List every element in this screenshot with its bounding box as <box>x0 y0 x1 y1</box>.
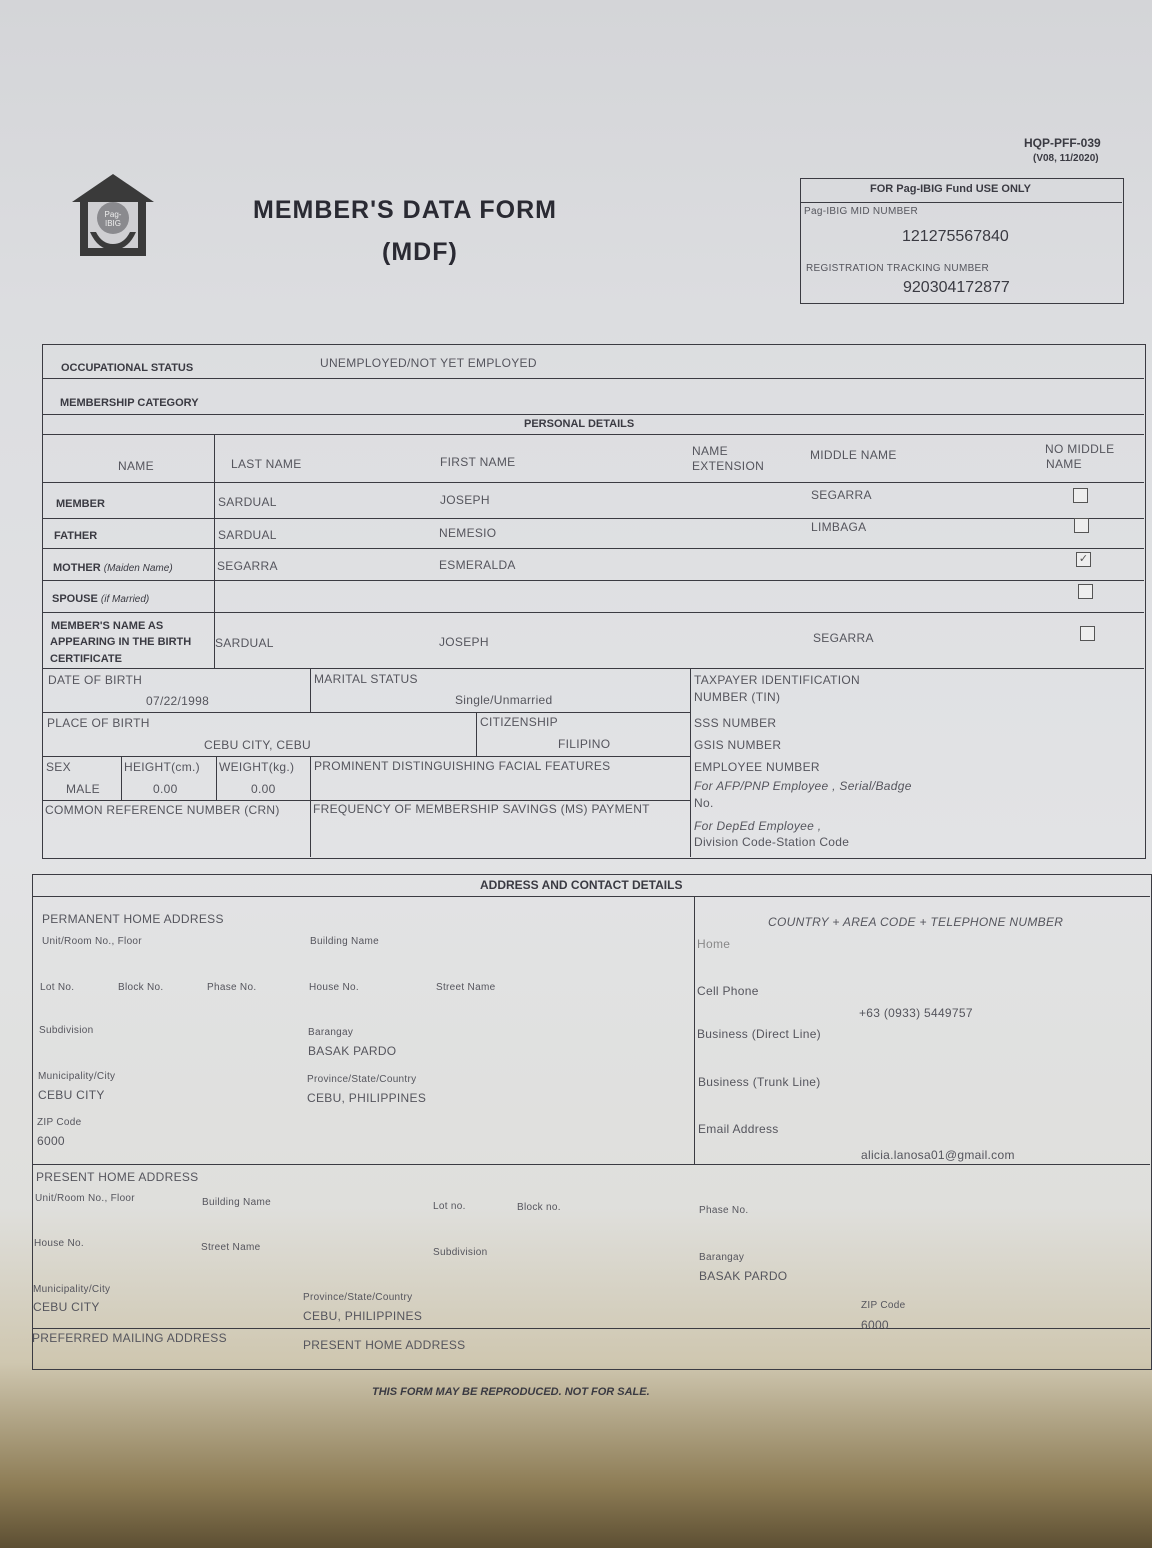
svg-text:IBIG: IBIG <box>104 219 122 228</box>
pres-street-label: Street Name <box>201 1242 261 1253</box>
mid-label: Pag-IBIG MID NUMBER <box>804 206 919 217</box>
pres-block-label: Block no. <box>517 1202 561 1213</box>
citizenship-value: FILIPINO <box>558 737 611 751</box>
perm-phase-label: Phase No. <box>207 982 257 993</box>
pres-building-label: Building Name <box>202 1197 271 1208</box>
employee-number-label: EMPLOYEE NUMBER <box>694 760 820 774</box>
row-member-label: MEMBER <box>56 498 105 510</box>
form-code: HQP-PFF-039 <box>1024 136 1101 150</box>
address-heading: ADDRESS AND CONTACT DETAILS <box>480 878 683 892</box>
afp-label-2: No. <box>694 796 714 810</box>
birth-cert-last-name: SARDUAL <box>215 636 274 650</box>
crn-label: COMMON REFERENCE NUMBER (CRN) <box>45 803 280 817</box>
footer-note: THIS FORM MAY BE REPRODUCED. NOT FOR SALE. <box>372 1386 650 1398</box>
perm-building-label: Building Name <box>310 936 379 947</box>
marital-label: MARITAL STATUS <box>314 672 418 686</box>
mid-value: 121275567840 <box>902 228 1009 245</box>
divider <box>32 896 1150 897</box>
divider <box>694 896 695 1164</box>
perm-lot-label: Lot No. <box>40 982 75 993</box>
spouse-no-middle-checkbox[interactable] <box>1078 584 1093 599</box>
form-title-abbr: (MDF) <box>382 238 458 266</box>
col-last-name: LAST NAME <box>231 457 302 471</box>
mother-no-middle-checkbox[interactable]: ✓ <box>1076 552 1091 567</box>
pres-subdivision-label: Subdivision <box>433 1247 488 1258</box>
perm-city-value: CEBU CITY <box>38 1088 105 1102</box>
divider <box>42 518 1144 519</box>
personal-details-heading: PERSONAL DETAILS <box>524 418 635 430</box>
member-first-name: JOSEPH <box>440 493 490 507</box>
sss-label: SSS NUMBER <box>694 716 777 730</box>
divider <box>216 756 217 800</box>
divider <box>42 482 1144 483</box>
pres-province-value: CEBU, PHILIPPINES <box>303 1309 423 1323</box>
col-first-name: FIRST NAME <box>440 455 516 469</box>
divider <box>310 756 311 857</box>
divider <box>42 756 690 757</box>
father-first-name: NEMESIO <box>439 526 497 540</box>
pres-city-label: Municipality/City <box>33 1284 111 1295</box>
col-name-ext: NAME <box>692 444 728 458</box>
divider <box>32 1328 1150 1329</box>
mailing-address-value: PRESENT HOME ADDRESS <box>303 1338 466 1352</box>
pres-lot-label: Lot no. <box>433 1201 466 1212</box>
pob-label: PLACE OF BIRTH <box>47 716 150 730</box>
present-address-label: PRESENT HOME ADDRESS <box>36 1170 199 1184</box>
rtn-value: 920304172877 <box>903 279 1010 296</box>
business-direct-label: Business (Direct Line) <box>697 1027 821 1041</box>
pagibig-logo <box>68 172 158 260</box>
divider <box>42 378 1144 379</box>
perm-zip-value: 6000 <box>37 1134 65 1148</box>
sex-label: SEX <box>46 760 71 774</box>
gsis-label: GSIS NUMBER <box>694 738 782 752</box>
perm-unit-label: Unit/Room No., Floor <box>42 936 142 947</box>
divider <box>42 414 1144 415</box>
divider <box>42 668 1144 669</box>
member-last-name: SARDUAL <box>218 495 277 509</box>
pres-unit-label: Unit/Room No., Floor <box>35 1193 135 1204</box>
form-version: (V08, 11/2020) <box>1033 153 1099 164</box>
birth-cert-label-1: MEMBER'S NAME AS <box>51 620 164 632</box>
divider <box>42 712 690 713</box>
birth-cert-label-2: APPEARING IN THE BIRTH <box>50 636 192 648</box>
cell-phone-value: +63 (0933) 5449757 <box>859 1006 973 1020</box>
perm-zip-label: ZIP Code <box>37 1117 82 1128</box>
col-no-middle-2: NAME <box>1046 457 1082 471</box>
perm-street-label: Street Name <box>436 982 496 993</box>
afp-label: For AFP/PNP Employee , Serial/Badge <box>694 779 912 793</box>
member-middle-name: SEGARRA <box>811 488 872 502</box>
business-trunk-label: Business (Trunk Line) <box>698 1075 821 1089</box>
weight-value: 0.00 <box>251 782 276 796</box>
weight-label: WEIGHT(kg.) <box>219 760 295 774</box>
mother-label-text: MOTHER <box>53 562 101 574</box>
divider <box>42 434 1144 435</box>
pres-zip-label: ZIP Code <box>861 1300 906 1311</box>
sex-value: MALE <box>66 782 100 796</box>
tin-label: TAXPAYER IDENTIFICATION <box>694 673 861 687</box>
divider <box>42 612 1144 613</box>
divider <box>42 548 1144 549</box>
email-value: alicia.lanosa01@gmail.com <box>861 1148 1015 1162</box>
dob-value: 07/22/1998 <box>146 694 210 708</box>
col-name: NAME <box>118 459 154 473</box>
marital-value: Single/Unmarried <box>455 693 553 707</box>
pob-value: CEBU CITY, CEBU <box>204 738 311 752</box>
pres-barangay-label: Barangay <box>699 1252 745 1263</box>
frequency-label: FREQUENCY OF MEMBERSHIP SAVINGS (MS) PAYMENT <box>313 802 650 816</box>
contact-heading: COUNTRY + AREA CODE + TELEPHONE NUMBER <box>768 915 1064 929</box>
form-title: MEMBER'S DATA FORM <box>253 196 558 224</box>
birth-cert-first-name: JOSEPH <box>439 635 489 649</box>
perm-house-label: House No. <box>309 982 359 993</box>
mother-last-name: SEGARRA <box>217 559 278 573</box>
perm-barangay-value: BASAK PARDO <box>308 1044 397 1058</box>
divider <box>42 800 690 801</box>
membership-category-label: MEMBERSHIP CATEGORY <box>60 397 199 409</box>
divider <box>42 580 1144 581</box>
mailing-address-label: PREFERRED MAILING ADDRESS <box>32 1331 227 1345</box>
perm-barangay-label: Barangay <box>308 1027 354 1038</box>
col-no-middle: NO MIDDLE <box>1045 442 1115 456</box>
father-no-middle-checkbox[interactable] <box>1074 518 1089 533</box>
row-mother-label <box>53 562 173 574</box>
pres-city-value: CEBU CITY <box>33 1300 100 1314</box>
home-phone-label: Home <box>697 937 731 951</box>
email-label: Email Address <box>698 1122 779 1136</box>
col-name-ext-2: EXTENSION <box>692 459 765 473</box>
father-last-name: SARDUAL <box>218 528 277 542</box>
perm-city-label: Municipality/City <box>38 1071 116 1082</box>
occupational-status-label: OCCUPATIONAL STATUS <box>61 362 194 374</box>
office-use-heading: FOR Pag-IBIG Fund USE ONLY <box>870 183 1031 195</box>
birth-cert-middle-name: SEGARRA <box>813 631 874 645</box>
birth-cert-no-middle-checkbox[interactable] <box>1080 626 1095 641</box>
father-middle-name: LIMBAGA <box>811 520 867 534</box>
deped-label-2: Division Code-Station Code <box>694 835 850 849</box>
mother-label-note: (Maiden Name) <box>103 563 173 574</box>
spouse-label-text: SPOUSE <box>52 593 98 605</box>
divider <box>476 712 477 756</box>
divider <box>310 668 311 712</box>
divider <box>32 1164 1150 1165</box>
pres-province-label: Province/State/Country <box>303 1292 413 1303</box>
deped-label: For DepEd Employee , <box>694 819 822 833</box>
height-value: 0.00 <box>153 782 178 796</box>
member-no-middle-checkbox[interactable] <box>1073 488 1088 503</box>
citizenship-label: CITIZENSHIP <box>480 715 558 729</box>
pres-phase-label: Phase No. <box>699 1205 749 1216</box>
height-label: HEIGHT(cm.) <box>124 760 200 774</box>
perm-block-label: Block No. <box>118 982 164 993</box>
rtn-label: REGISTRATION TRACKING NUMBER <box>806 263 990 274</box>
mother-first-name: ESMERALDA <box>439 558 516 572</box>
divider <box>800 202 1122 203</box>
permanent-address-label: PERMANENT HOME ADDRESS <box>42 912 224 926</box>
pres-zip-value: 6000 <box>861 1318 889 1332</box>
perm-province-label: Province/State/Country <box>307 1074 417 1085</box>
features-label: PROMINENT DISTINGUISHING FACIAL FEATURES <box>314 759 611 773</box>
perm-subdivision-label: Subdivision <box>39 1025 94 1036</box>
cell-phone-label: Cell Phone <box>697 984 759 998</box>
divider <box>214 434 215 668</box>
pres-house-label: House No. <box>34 1238 84 1249</box>
svg-text:Pag-: Pag- <box>104 210 122 219</box>
row-spouse-label <box>52 593 149 605</box>
birth-cert-label-3: CERTIFICATE <box>50 653 122 665</box>
col-middle-name: MIDDLE NAME <box>810 448 897 462</box>
tin-label-2: NUMBER (TIN) <box>694 690 781 704</box>
divider <box>121 756 122 800</box>
address-table <box>32 874 1152 1370</box>
dob-label: DATE OF BIRTH <box>48 673 143 687</box>
perm-province-value: CEBU, PHILIPPINES <box>307 1091 427 1105</box>
divider <box>690 668 691 857</box>
row-father-label: FATHER <box>54 530 98 542</box>
spouse-label-note: (if Married) <box>100 594 150 605</box>
pres-barangay-value: BASAK PARDO <box>699 1269 788 1283</box>
occupational-status-value: UNEMPLOYED/NOT YET EMPLOYED <box>320 356 537 370</box>
